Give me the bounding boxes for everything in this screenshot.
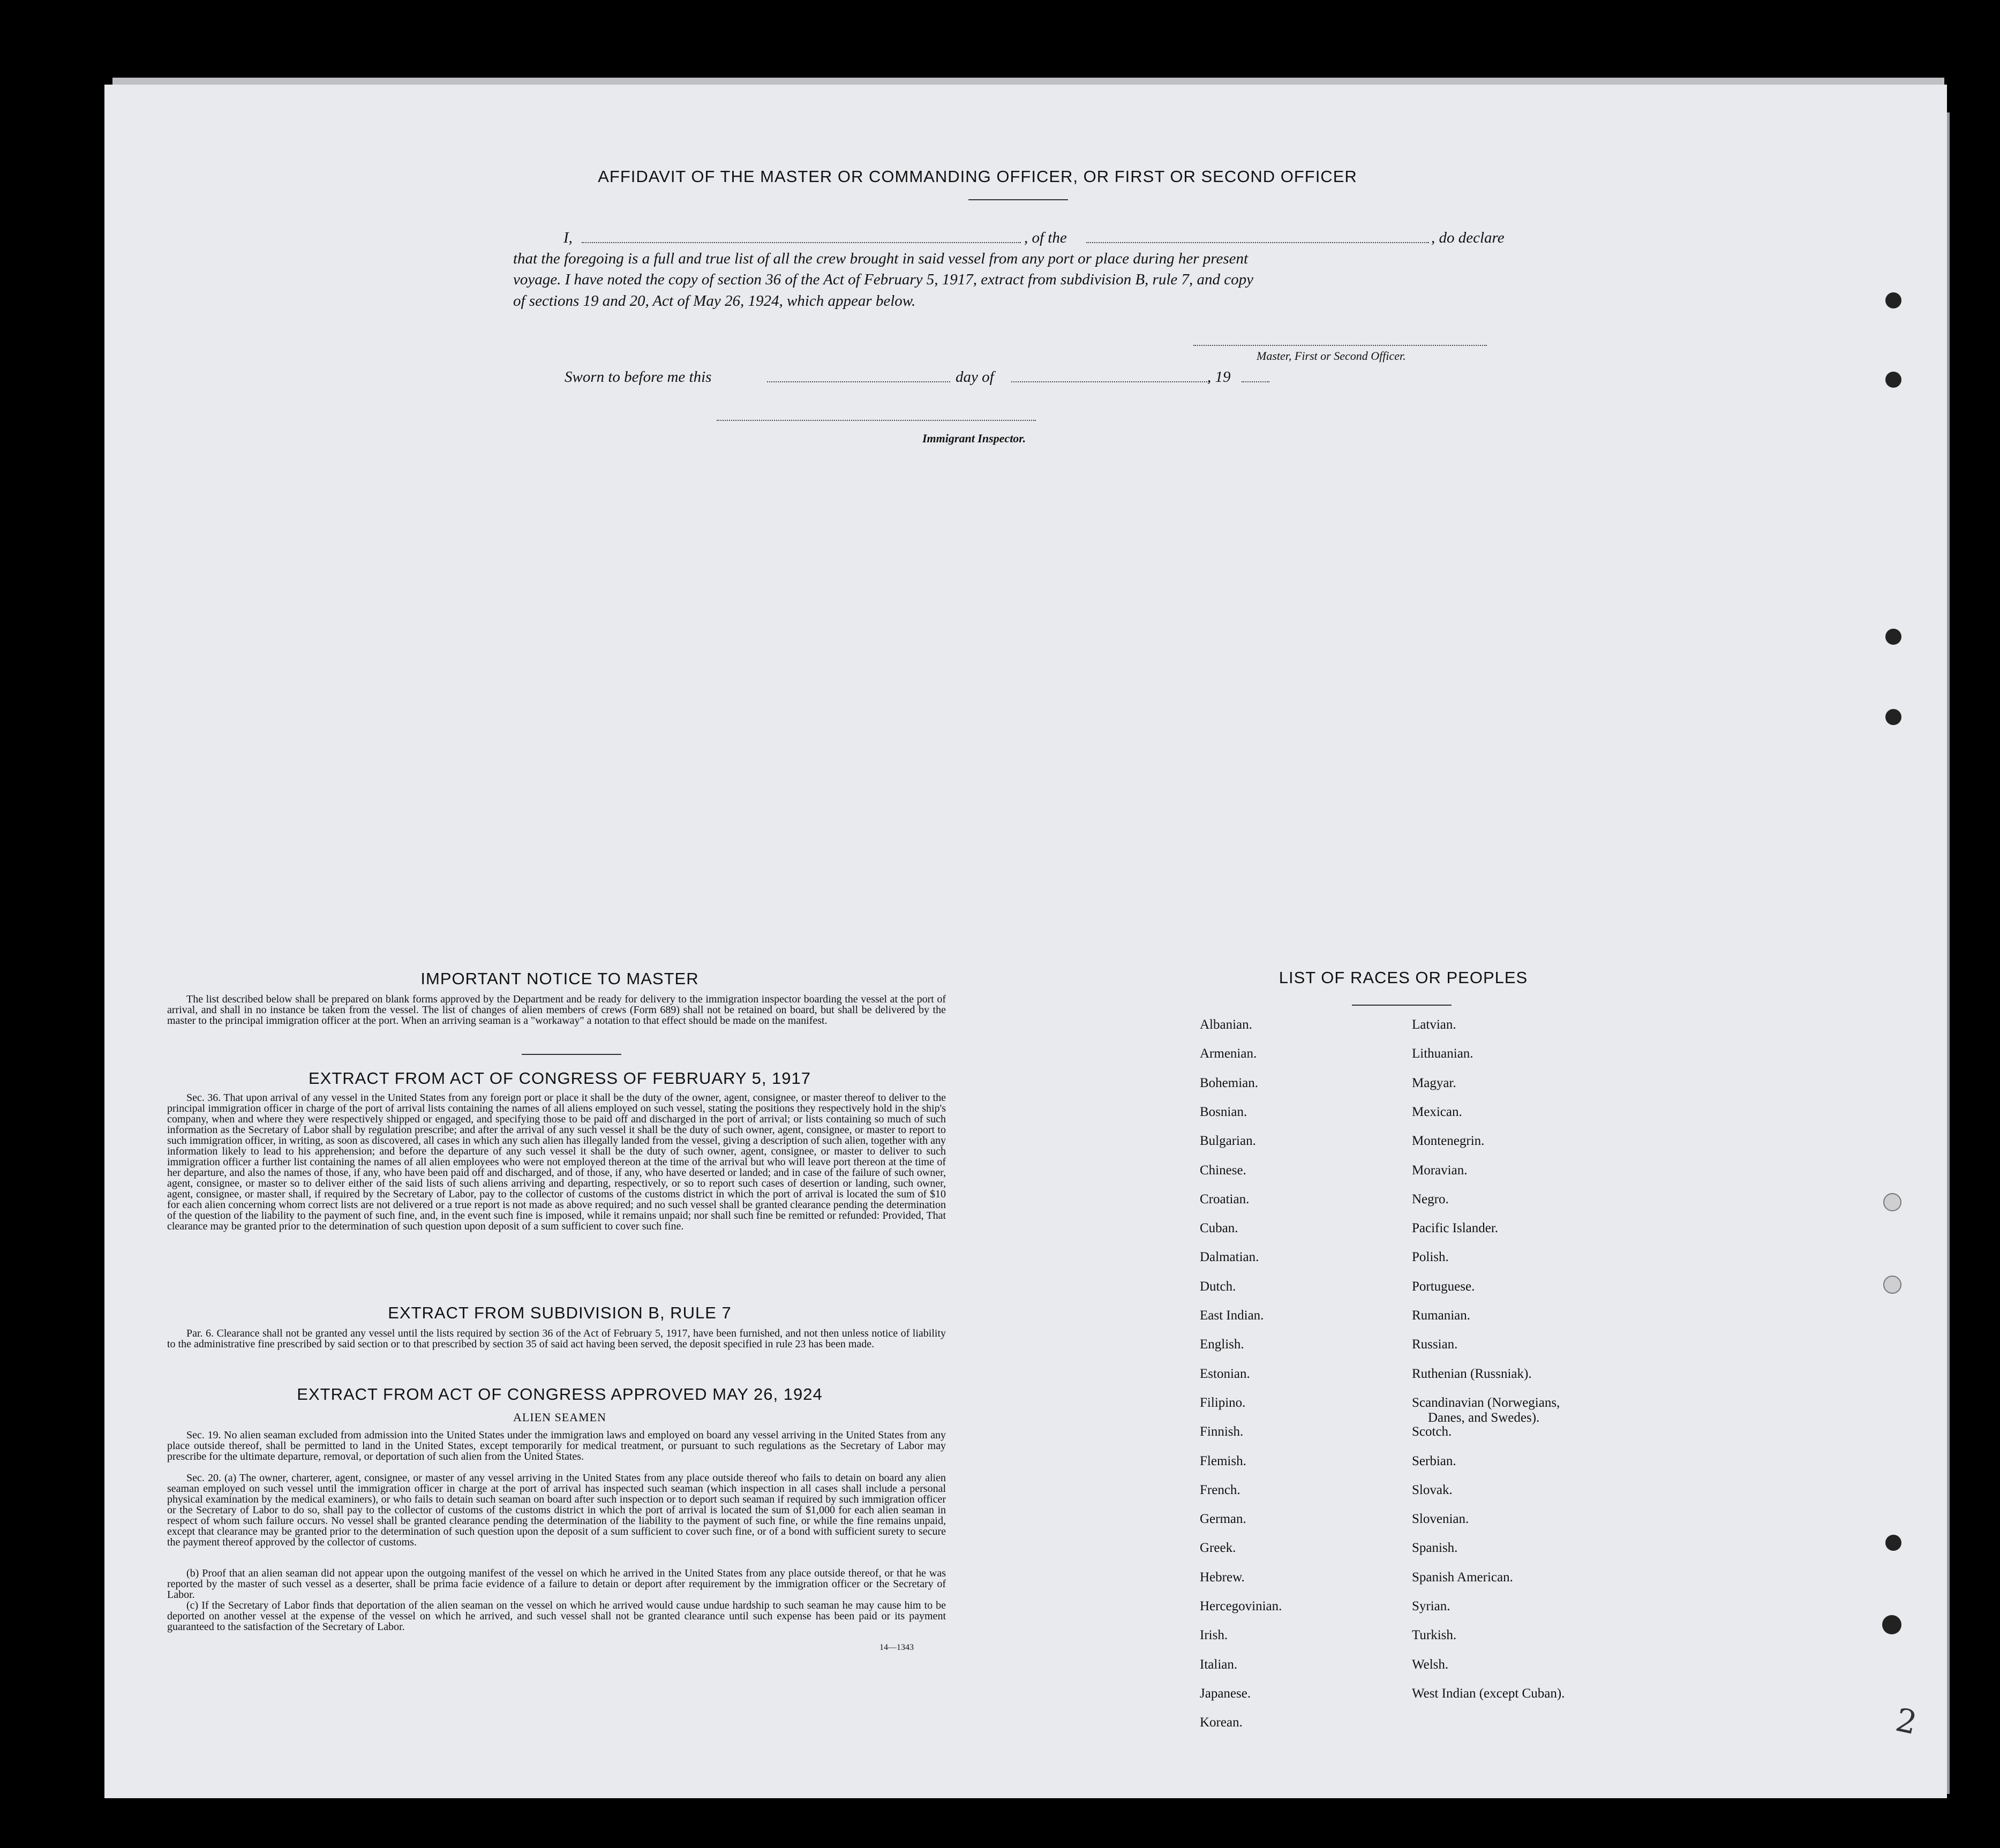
- title-rule: [968, 199, 1068, 200]
- races-title: LIST OF RACES OR PEOPLES: [1279, 968, 1528, 987]
- section-rule: [522, 1054, 621, 1055]
- race-item: Serbian.: [1412, 1453, 1456, 1468]
- race-item: Rumanian.: [1412, 1308, 1471, 1323]
- race-item: Slovenian.: [1412, 1512, 1469, 1527]
- binder-hole: [1885, 372, 1901, 388]
- race-item: Welsh.: [1412, 1657, 1449, 1672]
- master-name-field[interactable]: [582, 242, 1021, 243]
- race-item: German.: [1200, 1512, 1246, 1527]
- notice-text: The list described below shall be prepared on blank forms approved by the Department and be ready for delivery to the immigration inspector boarding the vessel at the port of arrival, and shall in no instance be taken from the vessel. The list of changes of alien members of crews (Form 689) shall not be retained on board, but shall be delivered by the master to the principal immigration officer at the port. When an arriving seaman is a "workaway" a notation to that effect should be made on the manifest.: [167, 993, 946, 1027]
- extract-1924-title: EXTRACT FROM ACT OF CONGRESS APPROVED MAY 26, 1924: [297, 1385, 823, 1404]
- race-item: Bulgarian.: [1200, 1134, 1256, 1149]
- race-item: Cuban.: [1200, 1221, 1238, 1236]
- race-item: Finnish.: [1200, 1424, 1244, 1439]
- race-item: Mexican.: [1412, 1104, 1462, 1119]
- race-item: Spanish.: [1412, 1541, 1458, 1556]
- race-item: Spanish American.: [1412, 1570, 1513, 1585]
- races-rule: [1352, 1005, 1452, 1006]
- race-item: Hebrew.: [1200, 1570, 1245, 1585]
- affidavit-of-the: , of the: [1024, 229, 1067, 246]
- race-item: Syrian.: [1412, 1599, 1450, 1613]
- race-item: Albanian.: [1200, 1017, 1252, 1032]
- race-item: Danes, and Swedes).: [1428, 1410, 1540, 1425]
- affidavit-line3: voyage. I have noted the copy of section 36 of the Act of February 5, 1917, extract from subdivision B, rule 7, and copy: [513, 271, 1254, 288]
- race-item: Portuguese.: [1412, 1279, 1475, 1294]
- race-item: Korean.: [1200, 1715, 1243, 1730]
- race-item: Moravian.: [1412, 1163, 1468, 1178]
- extract-1924-sec20b: (b) Proof that an alien seaman did not appear upon the outgoing manifest of the vessel on which he arrived in the United States from any place outside thereof, or that he was reported by the master of such vessel as a deserter, shall be prima facie evidence of a failure to detain or deport after requirement by the immigration officer or the Secretary of Labor.: [167, 1567, 946, 1601]
- notice-title: IMPORTANT NOTICE TO MASTER: [420, 969, 699, 988]
- handwritten-page-mark: 2: [1892, 1701, 1921, 1743]
- race-item: French.: [1200, 1482, 1240, 1497]
- extract-rule7-title: EXTRACT FROM SUBDIVISION B, RULE 7: [388, 1303, 732, 1322]
- sworn-prefix: Sworn to before me this: [565, 368, 712, 386]
- race-item: Scandinavian (Norwegians,: [1412, 1395, 1560, 1410]
- binder-hole: [1885, 292, 1901, 308]
- binder-hole: [1885, 1535, 1901, 1551]
- binder-hole: [1885, 629, 1901, 645]
- sworn-month-field[interactable]: [1011, 381, 1209, 382]
- master-signature-label: Master, First or Second Officer.: [1257, 349, 1406, 363]
- race-item: Estonian.: [1200, 1366, 1250, 1381]
- race-item: Turkish.: [1412, 1628, 1457, 1643]
- extract-1917-title: EXTRACT FROM ACT OF CONGRESS OF FEBRUARY 5, 1917: [308, 1069, 811, 1088]
- binder-hole: [1882, 1615, 1901, 1634]
- extract-1924-sec19: Sec. 19. No alien seaman excluded from admission into the United States under the immigration laws and employed on board any vessel arriving in the United States from any place outside thereof, shall be permitted to land in the United States, except temporarily for medical treatment, or pursuant to such regulations as the Secretary of Labor may prescribe for the ultimate departure, removal, or deportation of such alien from the United States.: [167, 1429, 946, 1462]
- race-item: Lithuanian.: [1412, 1046, 1473, 1061]
- affidavit-i: I,: [563, 229, 573, 246]
- race-item: Scotch.: [1412, 1424, 1452, 1439]
- race-item: Negro.: [1412, 1191, 1449, 1206]
- sworn-year: , 19: [1207, 368, 1231, 386]
- binder-hole: [1883, 1276, 1901, 1294]
- race-item: Ruthenian (Russniak).: [1412, 1366, 1532, 1381]
- race-item: Dutch.: [1200, 1279, 1236, 1294]
- race-item: Chinese.: [1200, 1163, 1246, 1178]
- race-item: East Indian.: [1200, 1308, 1264, 1323]
- binder-hole: [1883, 1193, 1901, 1211]
- race-item: Russian.: [1412, 1337, 1458, 1352]
- race-item: Latvian.: [1412, 1017, 1456, 1032]
- extract-1924-subtitle: ALIEN SEAMEN: [513, 1410, 606, 1424]
- race-item: Polish.: [1412, 1250, 1449, 1265]
- inspector-label: Immigrant Inspector.: [922, 432, 1026, 445]
- race-item: Slovak.: [1412, 1482, 1453, 1497]
- affidavit-line2: that the foregoing is a full and true list of all the crew brought in said vessel from any port or place during her present: [513, 250, 1249, 267]
- race-item: Armenian.: [1200, 1046, 1257, 1061]
- race-item: Italian.: [1200, 1657, 1238, 1672]
- extract-1924-sec20c: (c) If the Secretary of Labor finds that deportation of the alien seaman on the vessel on which he arrived would cause undue hardship to such seaman he may cause him to be deported on another vessel at the expense of the vessel on which he arrived, and such vessel shall not be granted clearance until such expense has been paid or its payment guaranteed to the satisfaction of the Secretary of Labor.: [167, 1600, 946, 1633]
- race-item: West Indian (except Cuban).: [1412, 1686, 1565, 1701]
- race-item: English.: [1200, 1337, 1244, 1352]
- sworn-year-field[interactable]: [1242, 381, 1269, 382]
- sworn-day-field[interactable]: [767, 381, 950, 382]
- race-item: Bosnian.: [1200, 1104, 1247, 1119]
- race-item: Greek.: [1200, 1541, 1236, 1556]
- race-item: Irish.: [1200, 1628, 1228, 1643]
- extract-rule7-text: Par. 6. Clearance shall not be granted any vessel until the lists required by section 36 of the Act of February 5, 1917, have been furnished, and not then unless notice of liability to the administrative fine prescribed by said section or to that prescribed by section 35 of said act having been served, the deposit specified in rule 23 has been made.: [167, 1327, 946, 1350]
- extract-1924-sec20a: Sec. 20. (a) The owner, charterer, agent, consignee, or master of any vessel arriving in the United States from any place outside thereof who fails to detain on board any alien seaman employed on such vessel until the immigration officer in charge at the port of arrival has inspected such seaman (which inspection in all cases shall include a personal physical examination by the medical examiners), or who fails to detain such seaman on board after such inspection or to deport such seaman if required by such immigration officer or the Secretary of Labor to do so, shall pay to the collector of customs of the customs district in which the port of arrival is located the sum of $1,000 for each alien seaman in respect of whom such failure occurs. No vessel shall be granted clearance pending the determination of the liability to the payment of such fine, or while the fine remains unpaid, except that clearance may be granted prior to the determination of such question upon the deposit of a sum sufficient to cover such fine, or of a bond with sufficient surety to secure the payment thereof approved by the collector of customs.: [167, 1472, 946, 1548]
- race-item: Pacific Islander.: [1412, 1221, 1499, 1236]
- affidavit-declare: , do declare: [1431, 229, 1505, 246]
- race-item: Dalmatian.: [1200, 1250, 1259, 1265]
- race-item: Magyar.: [1412, 1075, 1456, 1090]
- form-number: 14—1343: [879, 1643, 914, 1652]
- extract-1917-text: Sec. 36. That upon arrival of any vessel in the United States from any foreign port or place it shall be the duty of the owner, agent, consignee, or master thereof to deliver to the principal immigration officer in charge of the port of arrival lists containing the names of all aliens employed on such vessel, stating the positions they respectively hold in the ship's company, when and where they were respectively shipped or engaged, and specifying those to be paid off and discharged in the port of arrival; or lists containing so much of such information as the Secretary of Labor shall by regulation prescribe; and after the arrival of any such vessel it shall be the duty of such owner, agent, consignee, or master to report to such immigration officer, in writing, as soon as discovered, all cases in which any such alien has illegally landed from the vessel, giving a description of such alien, together with any information likely to lead to his apprehension; and before the departure of any such vessel it shall be the duty of such owner, agent, consignee, or master to deliver to such immigration officer a further list containing the names of all alien employees who were not employed thereon at the time of the arrival but who will leave port thereon at the time of her departure, and also the names of those, if any, who have been paid off and discharged, and of those, if any, who have deserted or landed; and in case of the failure of such owner, agent, consignee, or master so to deliver either of the said lists of such aliens arriving and departing, respectively, or so to report such cases of desertion or landing, such owner, agent, consignee, or master shall, if required by the Secretary of Labor, pay to the collector of customs of the customs district in which the port of arrival is located the sum of $10 for each alien concerning whom correct lists are not delivered or a true report is not made as above required; and no such vessel shall be granted clearance pending the determination of the question of the liability to the payment of such fine, and, in the event such fine is imposed, while it remains unpaid; nor shall such fine be remitted or refunded: Provided, That clearance may be granted prior to the determination of such question upon deposit of a sum sufficient to cover such fine.: [167, 1092, 946, 1232]
- affidavit-title: AFFIDAVIT OF THE MASTER OR COMMANDING OFFICER, OR FIRST OR SECOND OFFICER: [598, 167, 1357, 186]
- race-item: Bohemian.: [1200, 1075, 1259, 1090]
- inspector-signature-line[interactable]: [717, 420, 1036, 421]
- vessel-name-field[interactable]: [1086, 242, 1429, 243]
- race-item: Flemish.: [1200, 1453, 1246, 1468]
- race-item: Croatian.: [1200, 1191, 1250, 1206]
- race-item: Japanese.: [1200, 1686, 1251, 1701]
- binder-hole: [1885, 709, 1901, 725]
- race-item: Montenegrin.: [1412, 1134, 1485, 1149]
- master-signature-line[interactable]: [1193, 345, 1487, 346]
- sworn-day-of: day of: [956, 368, 994, 386]
- race-item: Hercegovinian.: [1200, 1599, 1282, 1613]
- race-item: Filipino.: [1200, 1395, 1246, 1410]
- affidavit-line4: of sections 19 and 20, Act of May 26, 1924, which appear below.: [513, 292, 916, 310]
